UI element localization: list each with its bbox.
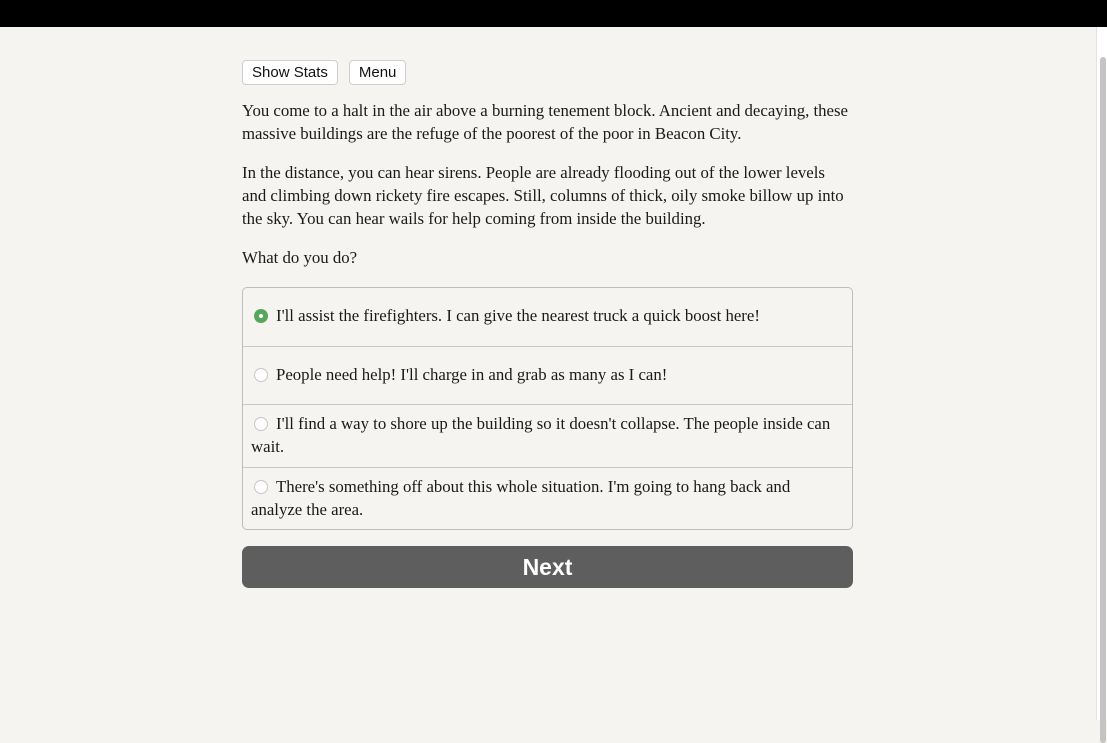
next-button[interactable]: Next [242,546,853,588]
radio-empty-icon[interactable] [254,480,268,494]
choice-option-3[interactable] [243,404,852,467]
choice-list [242,287,853,530]
story-paragraph-1: You come to a halt in the air above a burning tenement block. Ancient and decaying, these massive buildings are the refuge of the poorest of the poor in Beacon City. [242,101,848,143]
choice-option-1[interactable] [243,288,852,346]
menu-button[interactable]: Menu [349,60,407,85]
window-top-bar [0,0,1107,27]
radio-empty-icon[interactable] [254,368,268,382]
choice-label: I'll assist the firefighters. I can give the nearest truck a quick boost here! [276,306,760,325]
story-paragraph-2: In the distance, you can hear sirens. People are already flooding out of the lower levels and climbing down rickety fire escapes. Still, columns of thick, oily smoke billow up into the sky. You can hear wails for help coming from inside the building. [242,163,844,228]
show-stats-button[interactable]: Show Stats [242,60,338,85]
game-page [242,60,853,588]
scrollbar[interactable] [1096,27,1107,720]
choice-option-4[interactable] [243,467,852,529]
question-prompt: What do you do? [242,248,358,267]
radio-selected-icon[interactable] [254,309,268,323]
scrollbar-thumb[interactable] [1100,57,1106,743]
choice-label: There's something off about this whole situation. I'm going to hang back and analyze the area. [251,477,791,519]
radio-empty-icon[interactable] [254,417,268,431]
choice-label: I'll find a way to shore up the building so it doesn't collapse. The people inside can wait. [251,414,831,456]
toolbar [242,60,853,86]
choice-option-2[interactable] [243,346,852,404]
choice-label: People need help! I'll charge in and grab as many as I can! [276,365,668,384]
